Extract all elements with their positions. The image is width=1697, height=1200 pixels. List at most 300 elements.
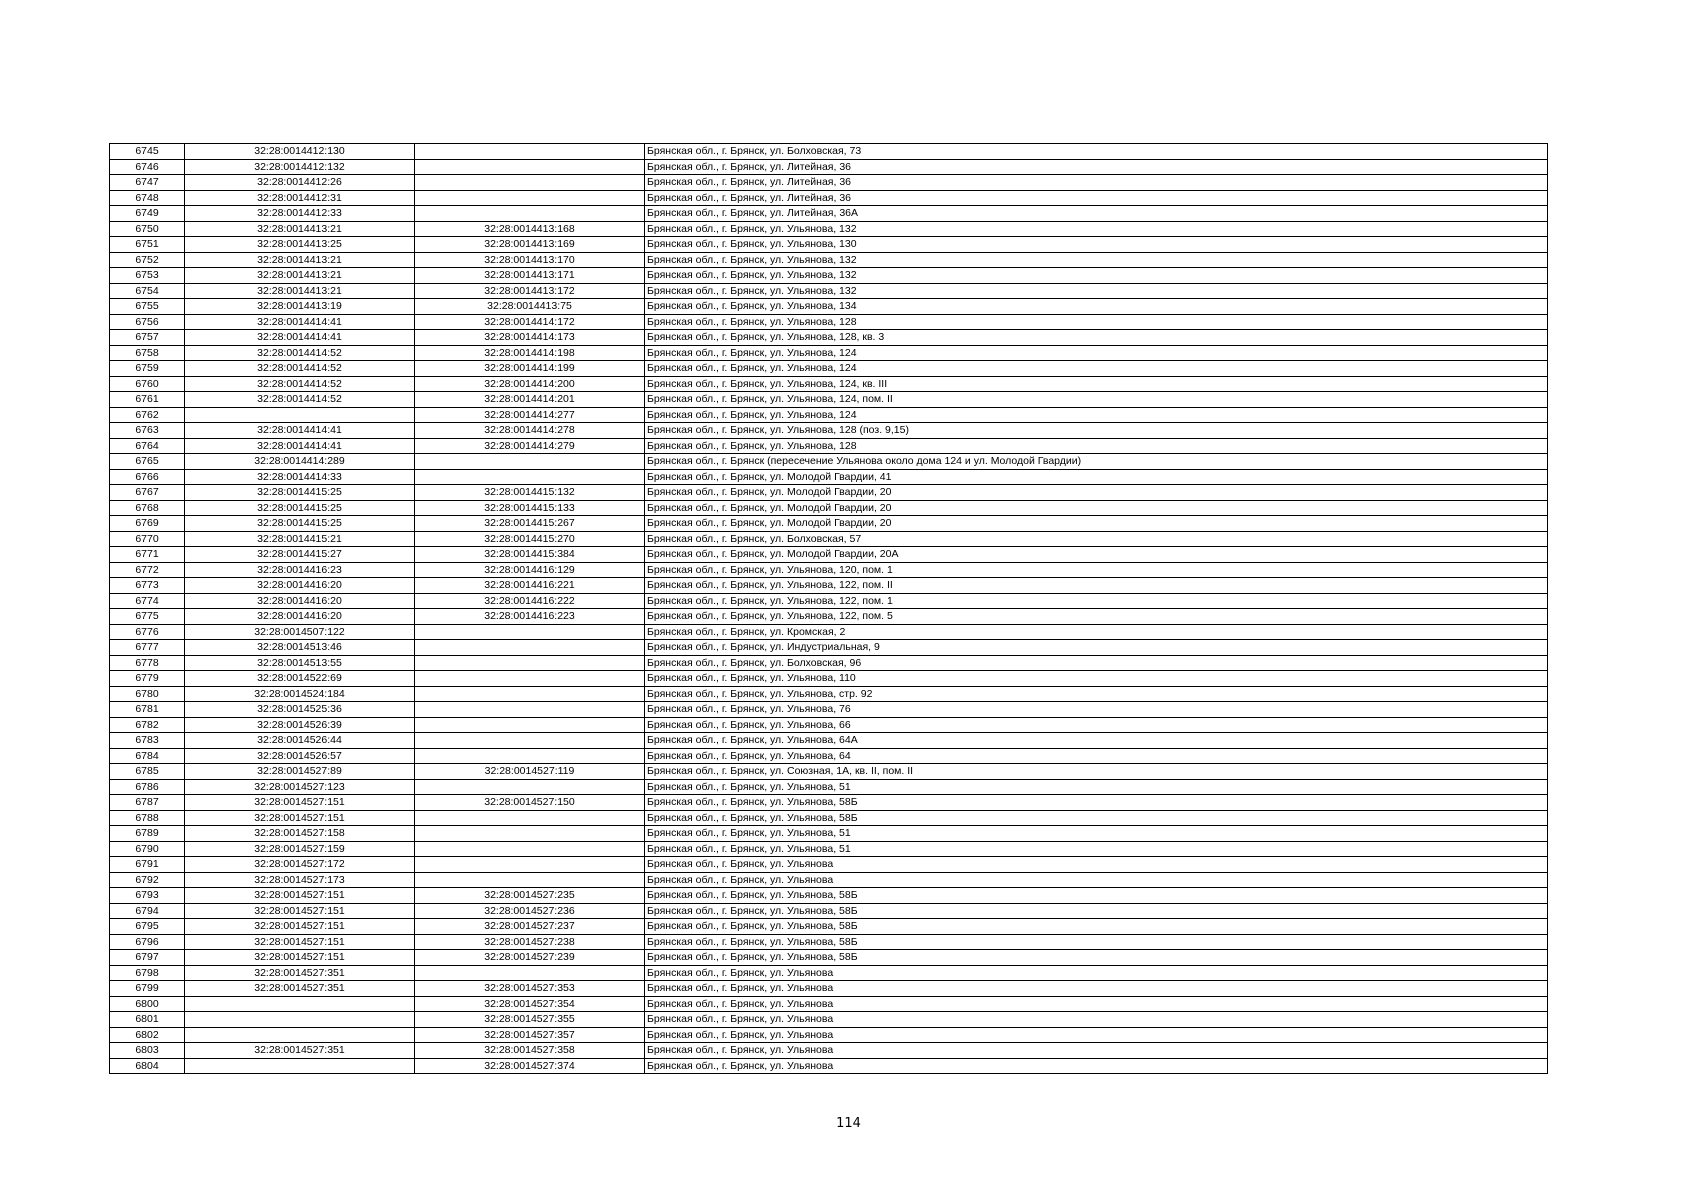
building-cadastral-cell: 32:28:0014414:201 bbox=[415, 392, 645, 408]
address-cell: Брянская обл., г. Брянск, ул. Ульянова, 58Б bbox=[645, 934, 1548, 950]
address-cell: Брянская обл., г. Брянск, ул. Литейная, 36А bbox=[645, 206, 1548, 222]
address-cell: Брянская обл., г. Брянск, ул. Индустриальная, 9 bbox=[645, 640, 1548, 656]
address-cell: Брянская обл., г. Брянск, ул. Ульянова, 64А bbox=[645, 733, 1548, 749]
parcel-cadastral-cell: 32:28:0014527:159 bbox=[185, 841, 415, 857]
building-cadastral-cell: 32:28:0014527:353 bbox=[415, 981, 645, 997]
address-cell: Брянская обл., г. Брянск, ул. Болховская, 96 bbox=[645, 655, 1548, 671]
table-row bbox=[110, 810, 1548, 826]
parcel-cadastral-cell: 32:28:0014414:52 bbox=[185, 376, 415, 392]
parcel-cadastral-cell: 32:28:0014415:25 bbox=[185, 485, 415, 501]
address-cell: Брянская обл., г. Брянск, ул. Ульянова, 128 (поз. 9,15) bbox=[645, 423, 1548, 439]
table-row bbox=[110, 283, 1548, 299]
building-cadastral-cell: 32:28:0014414:173 bbox=[415, 330, 645, 346]
building-cadastral-cell: 32:28:0014527:119 bbox=[415, 764, 645, 780]
building-cadastral-cell: 32:28:0014414:199 bbox=[415, 361, 645, 377]
row-number-cell: 6795 bbox=[110, 919, 185, 935]
parcel-cadastral-cell: 32:28:0014513:46 bbox=[185, 640, 415, 656]
parcel-cadastral-cell: 32:28:0014527:151 bbox=[185, 810, 415, 826]
row-number-cell: 6761 bbox=[110, 392, 185, 408]
table-row bbox=[110, 779, 1548, 795]
table-row bbox=[110, 423, 1548, 439]
building-cadastral-cell: 32:28:0014527:238 bbox=[415, 934, 645, 950]
row-number-cell: 6767 bbox=[110, 485, 185, 501]
table-row bbox=[110, 485, 1548, 501]
building-cadastral-cell bbox=[415, 190, 645, 206]
row-number-cell: 6787 bbox=[110, 795, 185, 811]
table-row bbox=[110, 516, 1548, 532]
address-cell: Брянская обл., г. Брянск, ул. Литейная, 36 bbox=[645, 175, 1548, 191]
parcel-cadastral-cell: 32:28:0014527:158 bbox=[185, 826, 415, 842]
parcel-cadastral-cell: 32:28:0014413:21 bbox=[185, 221, 415, 237]
address-cell: Брянская обл., г. Брянск, ул. Молодой Гвардии, 20 bbox=[645, 485, 1548, 501]
table-row bbox=[110, 671, 1548, 687]
table-row bbox=[110, 826, 1548, 842]
building-cadastral-cell bbox=[415, 624, 645, 640]
address-cell: Брянская обл., г. Брянск, ул. Ульянова, 132 bbox=[645, 221, 1548, 237]
parcel-cadastral-cell: 32:28:0014414:41 bbox=[185, 438, 415, 454]
parcel-cadastral-cell: 32:28:0014527:151 bbox=[185, 795, 415, 811]
parcel-cadastral-cell: 32:28:0014527:351 bbox=[185, 1043, 415, 1059]
parcel-cadastral-cell: 32:28:0014412:132 bbox=[185, 159, 415, 175]
address-cell: Брянская обл., г. Брянск, ул. Ульянова, 130 bbox=[645, 237, 1548, 253]
building-cadastral-cell bbox=[415, 965, 645, 981]
parcel-cadastral-cell: 32:28:0014527:351 bbox=[185, 965, 415, 981]
row-number-cell: 6796 bbox=[110, 934, 185, 950]
table-row bbox=[110, 547, 1548, 563]
address-cell: Брянская обл., г. Брянск, ул. Молодой Гвардии, 20А bbox=[645, 547, 1548, 563]
row-number-cell: 6748 bbox=[110, 190, 185, 206]
building-cadastral-cell: 32:28:0014527:354 bbox=[415, 996, 645, 1012]
table-row bbox=[110, 237, 1548, 253]
table-row bbox=[110, 159, 1548, 175]
parcel-cadastral-cell: 32:28:0014414:41 bbox=[185, 314, 415, 330]
address-cell: Брянская обл., г. Брянск, ул. Ульянова, 122, пом. 5 bbox=[645, 609, 1548, 625]
parcel-cadastral-cell: 32:28:0014507:122 bbox=[185, 624, 415, 640]
row-number-cell: 6789 bbox=[110, 826, 185, 842]
address-cell: Брянская обл., г. Брянск, ул. Ульянова, 58Б bbox=[645, 950, 1548, 966]
parcel-cadastral-cell: 32:28:0014416:20 bbox=[185, 609, 415, 625]
row-number-cell: 6759 bbox=[110, 361, 185, 377]
table-row bbox=[110, 888, 1548, 904]
address-cell: Брянская обл., г. Брянск, ул. Ульянова bbox=[645, 996, 1548, 1012]
table-row bbox=[110, 469, 1548, 485]
parcel-cadastral-cell: 32:28:0014527:151 bbox=[185, 950, 415, 966]
table-row bbox=[110, 841, 1548, 857]
parcel-cadastral-cell: 32:28:0014414:52 bbox=[185, 345, 415, 361]
building-cadastral-cell: 32:28:0014415:267 bbox=[415, 516, 645, 532]
table-row bbox=[110, 872, 1548, 888]
building-cadastral-cell: 32:28:0014413:169 bbox=[415, 237, 645, 253]
row-number-cell: 6770 bbox=[110, 531, 185, 547]
table-row bbox=[110, 965, 1548, 981]
address-cell: Брянская обл., г. Брянск, ул. Ульянова bbox=[645, 857, 1548, 873]
row-number-cell: 6751 bbox=[110, 237, 185, 253]
parcel-cadastral-cell: 32:28:0014527:173 bbox=[185, 872, 415, 888]
address-cell: Брянская обл., г. Брянск, ул. Ульянова, 58Б bbox=[645, 888, 1548, 904]
parcel-cadastral-cell: 32:28:0014526:44 bbox=[185, 733, 415, 749]
address-cell: Брянская обл., г. Брянск, ул. Ульянова, 51 bbox=[645, 779, 1548, 795]
table-row bbox=[110, 609, 1548, 625]
address-cell: Брянская обл., г. Брянск, ул. Ульянова bbox=[645, 1027, 1548, 1043]
address-cell: Брянская обл., г. Брянск, ул. Ульянова, 66 bbox=[645, 717, 1548, 733]
parcel-cadastral-cell: 32:28:0014413:21 bbox=[185, 252, 415, 268]
building-cadastral-cell: 32:28:0014527:150 bbox=[415, 795, 645, 811]
table-row bbox=[110, 1027, 1548, 1043]
parcel-cadastral-cell: 32:28:0014413:25 bbox=[185, 237, 415, 253]
building-cadastral-cell bbox=[415, 872, 645, 888]
address-cell: Брянская обл., г. Брянск, ул. Кромская, 2 bbox=[645, 624, 1548, 640]
parcel-cadastral-cell: 32:28:0014527:89 bbox=[185, 764, 415, 780]
building-cadastral-cell bbox=[415, 857, 645, 873]
address-cell: Брянская обл., г. Брянск, ул. Ульянова, 124, кв. III bbox=[645, 376, 1548, 392]
row-number-cell: 6768 bbox=[110, 500, 185, 516]
building-cadastral-cell: 32:28:0014415:132 bbox=[415, 485, 645, 501]
table-row bbox=[110, 175, 1548, 191]
row-number-cell: 6773 bbox=[110, 578, 185, 594]
table-row bbox=[110, 655, 1548, 671]
table-row bbox=[110, 950, 1548, 966]
table-row bbox=[110, 981, 1548, 997]
address-cell: Брянская обл., г. Брянск (пересечение Ульянова около дома 124 и ул. Молодой Гвардии) bbox=[645, 454, 1548, 470]
address-cell: Брянская обл., г. Брянск, ул. Ульянова, 51 bbox=[645, 841, 1548, 857]
building-cadastral-cell: 32:28:0014413:171 bbox=[415, 268, 645, 284]
parcel-cadastral-cell: 32:28:0014527:172 bbox=[185, 857, 415, 873]
row-number-cell: 6750 bbox=[110, 221, 185, 237]
parcel-cadastral-cell: 32:28:0014414:52 bbox=[185, 361, 415, 377]
parcel-cadastral-cell: 32:28:0014412:130 bbox=[185, 144, 415, 160]
table-row bbox=[110, 686, 1548, 702]
table-row bbox=[110, 268, 1548, 284]
row-number-cell: 6765 bbox=[110, 454, 185, 470]
parcel-cadastral-cell: 32:28:0014526:57 bbox=[185, 748, 415, 764]
table-row bbox=[110, 392, 1548, 408]
building-cadastral-cell: 32:28:0014413:75 bbox=[415, 299, 645, 315]
building-cadastral-cell bbox=[415, 779, 645, 795]
building-cadastral-cell: 32:28:0014415:384 bbox=[415, 547, 645, 563]
table-row bbox=[110, 1058, 1548, 1074]
table-row bbox=[110, 190, 1548, 206]
row-number-cell: 6774 bbox=[110, 593, 185, 609]
parcel-cadastral-cell: 32:28:0014414:41 bbox=[185, 330, 415, 346]
building-cadastral-cell: 32:28:0014414:278 bbox=[415, 423, 645, 439]
parcel-cadastral-cell: 32:28:0014412:26 bbox=[185, 175, 415, 191]
row-number-cell: 6756 bbox=[110, 314, 185, 330]
row-number-cell: 6791 bbox=[110, 857, 185, 873]
row-number-cell: 6776 bbox=[110, 624, 185, 640]
row-number-cell: 6790 bbox=[110, 841, 185, 857]
address-cell: Брянская обл., г. Брянск, ул. Ульянова, 128 bbox=[645, 314, 1548, 330]
row-number-cell: 6772 bbox=[110, 562, 185, 578]
table-row bbox=[110, 1043, 1548, 1059]
building-cadastral-cell bbox=[415, 810, 645, 826]
parcel-cadastral-cell: 32:28:0014527:151 bbox=[185, 919, 415, 935]
parcel-cadastral-cell: 32:28:0014526:39 bbox=[185, 717, 415, 733]
table-row bbox=[110, 640, 1548, 656]
building-cadastral-cell: 32:28:0014413:168 bbox=[415, 221, 645, 237]
table-row bbox=[110, 578, 1548, 594]
address-cell: Брянская обл., г. Брянск, ул. Ульянова, 122, пом. II bbox=[645, 578, 1548, 594]
row-number-cell: 6760 bbox=[110, 376, 185, 392]
table-row bbox=[110, 919, 1548, 935]
address-cell: Брянская обл., г. Брянск, ул. Ульянова bbox=[645, 965, 1548, 981]
building-cadastral-cell bbox=[415, 454, 645, 470]
address-cell: Брянская обл., г. Брянск, ул. Ульянова, 76 bbox=[645, 702, 1548, 718]
row-number-cell: 6785 bbox=[110, 764, 185, 780]
parcel-cadastral-cell: 32:28:0014414:33 bbox=[185, 469, 415, 485]
building-cadastral-cell bbox=[415, 671, 645, 687]
row-number-cell: 6757 bbox=[110, 330, 185, 346]
address-cell: Брянская обл., г. Брянск, ул. Болховская, 73 bbox=[645, 144, 1548, 160]
row-number-cell: 6753 bbox=[110, 268, 185, 284]
building-cadastral-cell: 32:28:0014414:279 bbox=[415, 438, 645, 454]
parcel-cadastral-cell bbox=[185, 1012, 415, 1028]
building-cadastral-cell: 32:28:0014527:236 bbox=[415, 903, 645, 919]
building-cadastral-cell bbox=[415, 841, 645, 857]
table-row bbox=[110, 764, 1548, 780]
parcel-cadastral-cell: 32:28:0014524:184 bbox=[185, 686, 415, 702]
table-row bbox=[110, 748, 1548, 764]
table-row bbox=[110, 857, 1548, 873]
building-cadastral-cell bbox=[415, 144, 645, 160]
address-cell: Брянская обл., г. Брянск, ул. Ульянова, 58Б bbox=[645, 919, 1548, 935]
table-row bbox=[110, 934, 1548, 950]
table-row bbox=[110, 702, 1548, 718]
building-cadastral-cell: 32:28:0014527:357 bbox=[415, 1027, 645, 1043]
building-cadastral-cell: 32:28:0014527:239 bbox=[415, 950, 645, 966]
table-row bbox=[110, 500, 1548, 516]
parcel-cadastral-cell: 32:28:0014527:123 bbox=[185, 779, 415, 795]
address-cell: Брянская обл., г. Брянск, ул. Ульянова, 124, пом. II bbox=[645, 392, 1548, 408]
building-cadastral-cell: 32:28:0014527:355 bbox=[415, 1012, 645, 1028]
parcel-cadastral-cell bbox=[185, 996, 415, 1012]
row-number-cell: 6764 bbox=[110, 438, 185, 454]
address-cell: Брянская обл., г. Брянск, ул. Ульянова bbox=[645, 1012, 1548, 1028]
row-number-cell: 6792 bbox=[110, 872, 185, 888]
registry-table-body bbox=[110, 144, 1548, 1074]
table-row bbox=[110, 221, 1548, 237]
row-number-cell: 6802 bbox=[110, 1027, 185, 1043]
address-cell: Брянская обл., г. Брянск, ул. Ульянова, 120, пом. 1 bbox=[645, 562, 1548, 578]
parcel-cadastral-cell: 32:28:0014415:27 bbox=[185, 547, 415, 563]
registry-table bbox=[109, 143, 1548, 1074]
address-cell: Брянская обл., г. Брянск, ул. Ульянова bbox=[645, 981, 1548, 997]
building-cadastral-cell: 32:28:0014413:170 bbox=[415, 252, 645, 268]
address-cell: Брянская обл., г. Брянск, ул. Ульянова, 134 bbox=[645, 299, 1548, 315]
row-number-cell: 6780 bbox=[110, 686, 185, 702]
building-cadastral-cell: 32:28:0014527:235 bbox=[415, 888, 645, 904]
table-row bbox=[110, 1012, 1548, 1028]
address-cell: Брянская обл., г. Брянск, ул. Ульянова, 132 bbox=[645, 283, 1548, 299]
table-row bbox=[110, 376, 1548, 392]
table-row bbox=[110, 361, 1548, 377]
address-cell: Брянская обл., г. Брянск, ул. Ульянова, 122, пом. 1 bbox=[645, 593, 1548, 609]
building-cadastral-cell bbox=[415, 655, 645, 671]
parcel-cadastral-cell: 32:28:0014525:36 bbox=[185, 702, 415, 718]
table-row bbox=[110, 454, 1548, 470]
table-row bbox=[110, 330, 1548, 346]
row-number-cell: 6779 bbox=[110, 671, 185, 687]
row-number-cell: 6801 bbox=[110, 1012, 185, 1028]
row-number-cell: 6775 bbox=[110, 609, 185, 625]
parcel-cadastral-cell: 32:28:0014413:21 bbox=[185, 283, 415, 299]
building-cadastral-cell: 32:28:0014527:237 bbox=[415, 919, 645, 935]
building-cadastral-cell bbox=[415, 686, 645, 702]
table-row bbox=[110, 299, 1548, 315]
parcel-cadastral-cell: 32:28:0014412:33 bbox=[185, 206, 415, 222]
building-cadastral-cell: 32:28:0014415:270 bbox=[415, 531, 645, 547]
row-number-cell: 6777 bbox=[110, 640, 185, 656]
table-row bbox=[110, 593, 1548, 609]
row-number-cell: 6788 bbox=[110, 810, 185, 826]
address-cell: Брянская обл., г. Брянск, ул. Ульянова, 58Б bbox=[645, 903, 1548, 919]
address-cell: Брянская обл., г. Брянск, ул. Ульянова, 132 bbox=[645, 252, 1548, 268]
parcel-cadastral-cell: 32:28:0014415:21 bbox=[185, 531, 415, 547]
address-cell: Брянская обл., г. Брянск, ул. Ульянова, 124 bbox=[645, 361, 1548, 377]
parcel-cadastral-cell: 32:28:0014416:23 bbox=[185, 562, 415, 578]
table-row bbox=[110, 903, 1548, 919]
row-number-cell: 6763 bbox=[110, 423, 185, 439]
parcel-cadastral-cell: 32:28:0014416:20 bbox=[185, 593, 415, 609]
table-row bbox=[110, 624, 1548, 640]
parcel-cadastral-cell: 32:28:0014527:351 bbox=[185, 981, 415, 997]
building-cadastral-cell bbox=[415, 206, 645, 222]
parcel-cadastral-cell: 32:28:0014415:25 bbox=[185, 516, 415, 532]
address-cell: Брянская обл., г. Брянск, ул. Ульянова, 124 bbox=[645, 345, 1548, 361]
page-number: 114 bbox=[836, 1116, 861, 1131]
building-cadastral-cell bbox=[415, 748, 645, 764]
building-cadastral-cell: 32:28:0014414:200 bbox=[415, 376, 645, 392]
table-row bbox=[110, 314, 1548, 330]
table-row bbox=[110, 345, 1548, 361]
building-cadastral-cell: 32:28:0014416:221 bbox=[415, 578, 645, 594]
building-cadastral-cell bbox=[415, 175, 645, 191]
building-cadastral-cell: 32:28:0014413:172 bbox=[415, 283, 645, 299]
row-number-cell: 6784 bbox=[110, 748, 185, 764]
parcel-cadastral-cell bbox=[185, 1058, 415, 1074]
row-number-cell: 6786 bbox=[110, 779, 185, 795]
table-row bbox=[110, 733, 1548, 749]
address-cell: Брянская обл., г. Брянск, ул. Молодой Гвардии, 20 bbox=[645, 500, 1548, 516]
parcel-cadastral-cell: 32:28:0014414:289 bbox=[185, 454, 415, 470]
row-number-cell: 6747 bbox=[110, 175, 185, 191]
address-cell: Брянская обл., г. Брянск, ул. Ульянова, стр. 92 bbox=[645, 686, 1548, 702]
parcel-cadastral-cell: 32:28:0014415:25 bbox=[185, 500, 415, 516]
building-cadastral-cell: 32:28:0014416:222 bbox=[415, 593, 645, 609]
row-number-cell: 6771 bbox=[110, 547, 185, 563]
address-cell: Брянская обл., г. Брянск, ул. Ульянова bbox=[645, 1043, 1548, 1059]
parcel-cadastral-cell: 32:28:0014527:151 bbox=[185, 903, 415, 919]
parcel-cadastral-cell: 32:28:0014414:52 bbox=[185, 392, 415, 408]
table-row bbox=[110, 531, 1548, 547]
table-row bbox=[110, 206, 1548, 222]
row-number-cell: 6782 bbox=[110, 717, 185, 733]
building-cadastral-cell bbox=[415, 702, 645, 718]
address-cell: Брянская обл., г. Брянск, ул. Ульянова, 64 bbox=[645, 748, 1548, 764]
row-number-cell: 6794 bbox=[110, 903, 185, 919]
table-row bbox=[110, 717, 1548, 733]
row-number-cell: 6749 bbox=[110, 206, 185, 222]
table-row bbox=[110, 562, 1548, 578]
row-number-cell: 6804 bbox=[110, 1058, 185, 1074]
parcel-cadastral-cell: 32:28:0014527:151 bbox=[185, 888, 415, 904]
address-cell: Брянская обл., г. Брянск, ул. Ульянова, 58Б bbox=[645, 810, 1548, 826]
row-number-cell: 6746 bbox=[110, 159, 185, 175]
parcel-cadastral-cell: 32:28:0014416:20 bbox=[185, 578, 415, 594]
address-cell: Брянская обл., г. Брянск, ул. Ульянова bbox=[645, 872, 1548, 888]
building-cadastral-cell bbox=[415, 733, 645, 749]
parcel-cadastral-cell: 32:28:0014522:69 bbox=[185, 671, 415, 687]
parcel-cadastral-cell bbox=[185, 407, 415, 423]
parcel-cadastral-cell: 32:28:0014413:19 bbox=[185, 299, 415, 315]
building-cadastral-cell: 32:28:0014527:358 bbox=[415, 1043, 645, 1059]
row-number-cell: 6783 bbox=[110, 733, 185, 749]
building-cadastral-cell bbox=[415, 717, 645, 733]
row-number-cell: 6781 bbox=[110, 702, 185, 718]
row-number-cell: 6762 bbox=[110, 407, 185, 423]
row-number-cell: 6769 bbox=[110, 516, 185, 532]
row-number-cell: 6797 bbox=[110, 950, 185, 966]
table-row bbox=[110, 252, 1548, 268]
table-row bbox=[110, 996, 1548, 1012]
row-number-cell: 6754 bbox=[110, 283, 185, 299]
address-cell: Брянская обл., г. Брянск, ул. Ульянова, 124 bbox=[645, 407, 1548, 423]
building-cadastral-cell: 32:28:0014415:133 bbox=[415, 500, 645, 516]
table-row bbox=[110, 407, 1548, 423]
address-cell: Брянская обл., г. Брянск, ул. Литейная, 36 bbox=[645, 190, 1548, 206]
row-number-cell: 6745 bbox=[110, 144, 185, 160]
address-cell: Брянская обл., г. Брянск, ул. Молодой Гвардии, 41 bbox=[645, 469, 1548, 485]
building-cadastral-cell: 32:28:0014527:374 bbox=[415, 1058, 645, 1074]
parcel-cadastral-cell: 32:28:0014527:151 bbox=[185, 934, 415, 950]
building-cadastral-cell: 32:28:0014414:277 bbox=[415, 407, 645, 423]
building-cadastral-cell: 32:28:0014416:223 bbox=[415, 609, 645, 625]
address-cell: Брянская обл., г. Брянск, ул. Ульянова, 51 bbox=[645, 826, 1548, 842]
row-number-cell: 6793 bbox=[110, 888, 185, 904]
address-cell: Брянская обл., г. Брянск, ул. Молодой Гвардии, 20 bbox=[645, 516, 1548, 532]
table-row bbox=[110, 795, 1548, 811]
building-cadastral-cell bbox=[415, 826, 645, 842]
parcel-cadastral-cell: 32:28:0014412:31 bbox=[185, 190, 415, 206]
row-number-cell: 6799 bbox=[110, 981, 185, 997]
building-cadastral-cell: 32:28:0014416:129 bbox=[415, 562, 645, 578]
row-number-cell: 6800 bbox=[110, 996, 185, 1012]
address-cell: Брянская обл., г. Брянск, ул. Ульянова bbox=[645, 1058, 1548, 1074]
parcel-cadastral-cell: 32:28:0014413:21 bbox=[185, 268, 415, 284]
address-cell: Брянская обл., г. Брянск, ул. Ульянова, 58Б bbox=[645, 795, 1548, 811]
address-cell: Брянская обл., г. Брянск, ул. Литейная, 36 bbox=[645, 159, 1548, 175]
building-cadastral-cell: 32:28:0014414:172 bbox=[415, 314, 645, 330]
address-cell: Брянская обл., г. Брянск, ул. Союзная, 1А, кв. II, пом. II bbox=[645, 764, 1548, 780]
parcel-cadastral-cell: 32:28:0014513:55 bbox=[185, 655, 415, 671]
row-number-cell: 6778 bbox=[110, 655, 185, 671]
building-cadastral-cell bbox=[415, 640, 645, 656]
row-number-cell: 6803 bbox=[110, 1043, 185, 1059]
address-cell: Брянская обл., г. Брянск, ул. Ульянова, 132 bbox=[645, 268, 1548, 284]
row-number-cell: 6758 bbox=[110, 345, 185, 361]
row-number-cell: 6798 bbox=[110, 965, 185, 981]
address-cell: Брянская обл., г. Брянск, ул. Ульянова, 110 bbox=[645, 671, 1548, 687]
parcel-cadastral-cell bbox=[185, 1027, 415, 1043]
table-row bbox=[110, 144, 1548, 160]
row-number-cell: 6766 bbox=[110, 469, 185, 485]
address-cell: Брянская обл., г. Брянск, ул. Болховская, 57 bbox=[645, 531, 1548, 547]
address-cell: Брянская обл., г. Брянск, ул. Ульянова, 128, кв. 3 bbox=[645, 330, 1548, 346]
table-row bbox=[110, 438, 1548, 454]
building-cadastral-cell bbox=[415, 159, 645, 175]
row-number-cell: 6752 bbox=[110, 252, 185, 268]
parcel-cadastral-cell: 32:28:0014414:41 bbox=[185, 423, 415, 439]
building-cadastral-cell: 32:28:0014414:198 bbox=[415, 345, 645, 361]
